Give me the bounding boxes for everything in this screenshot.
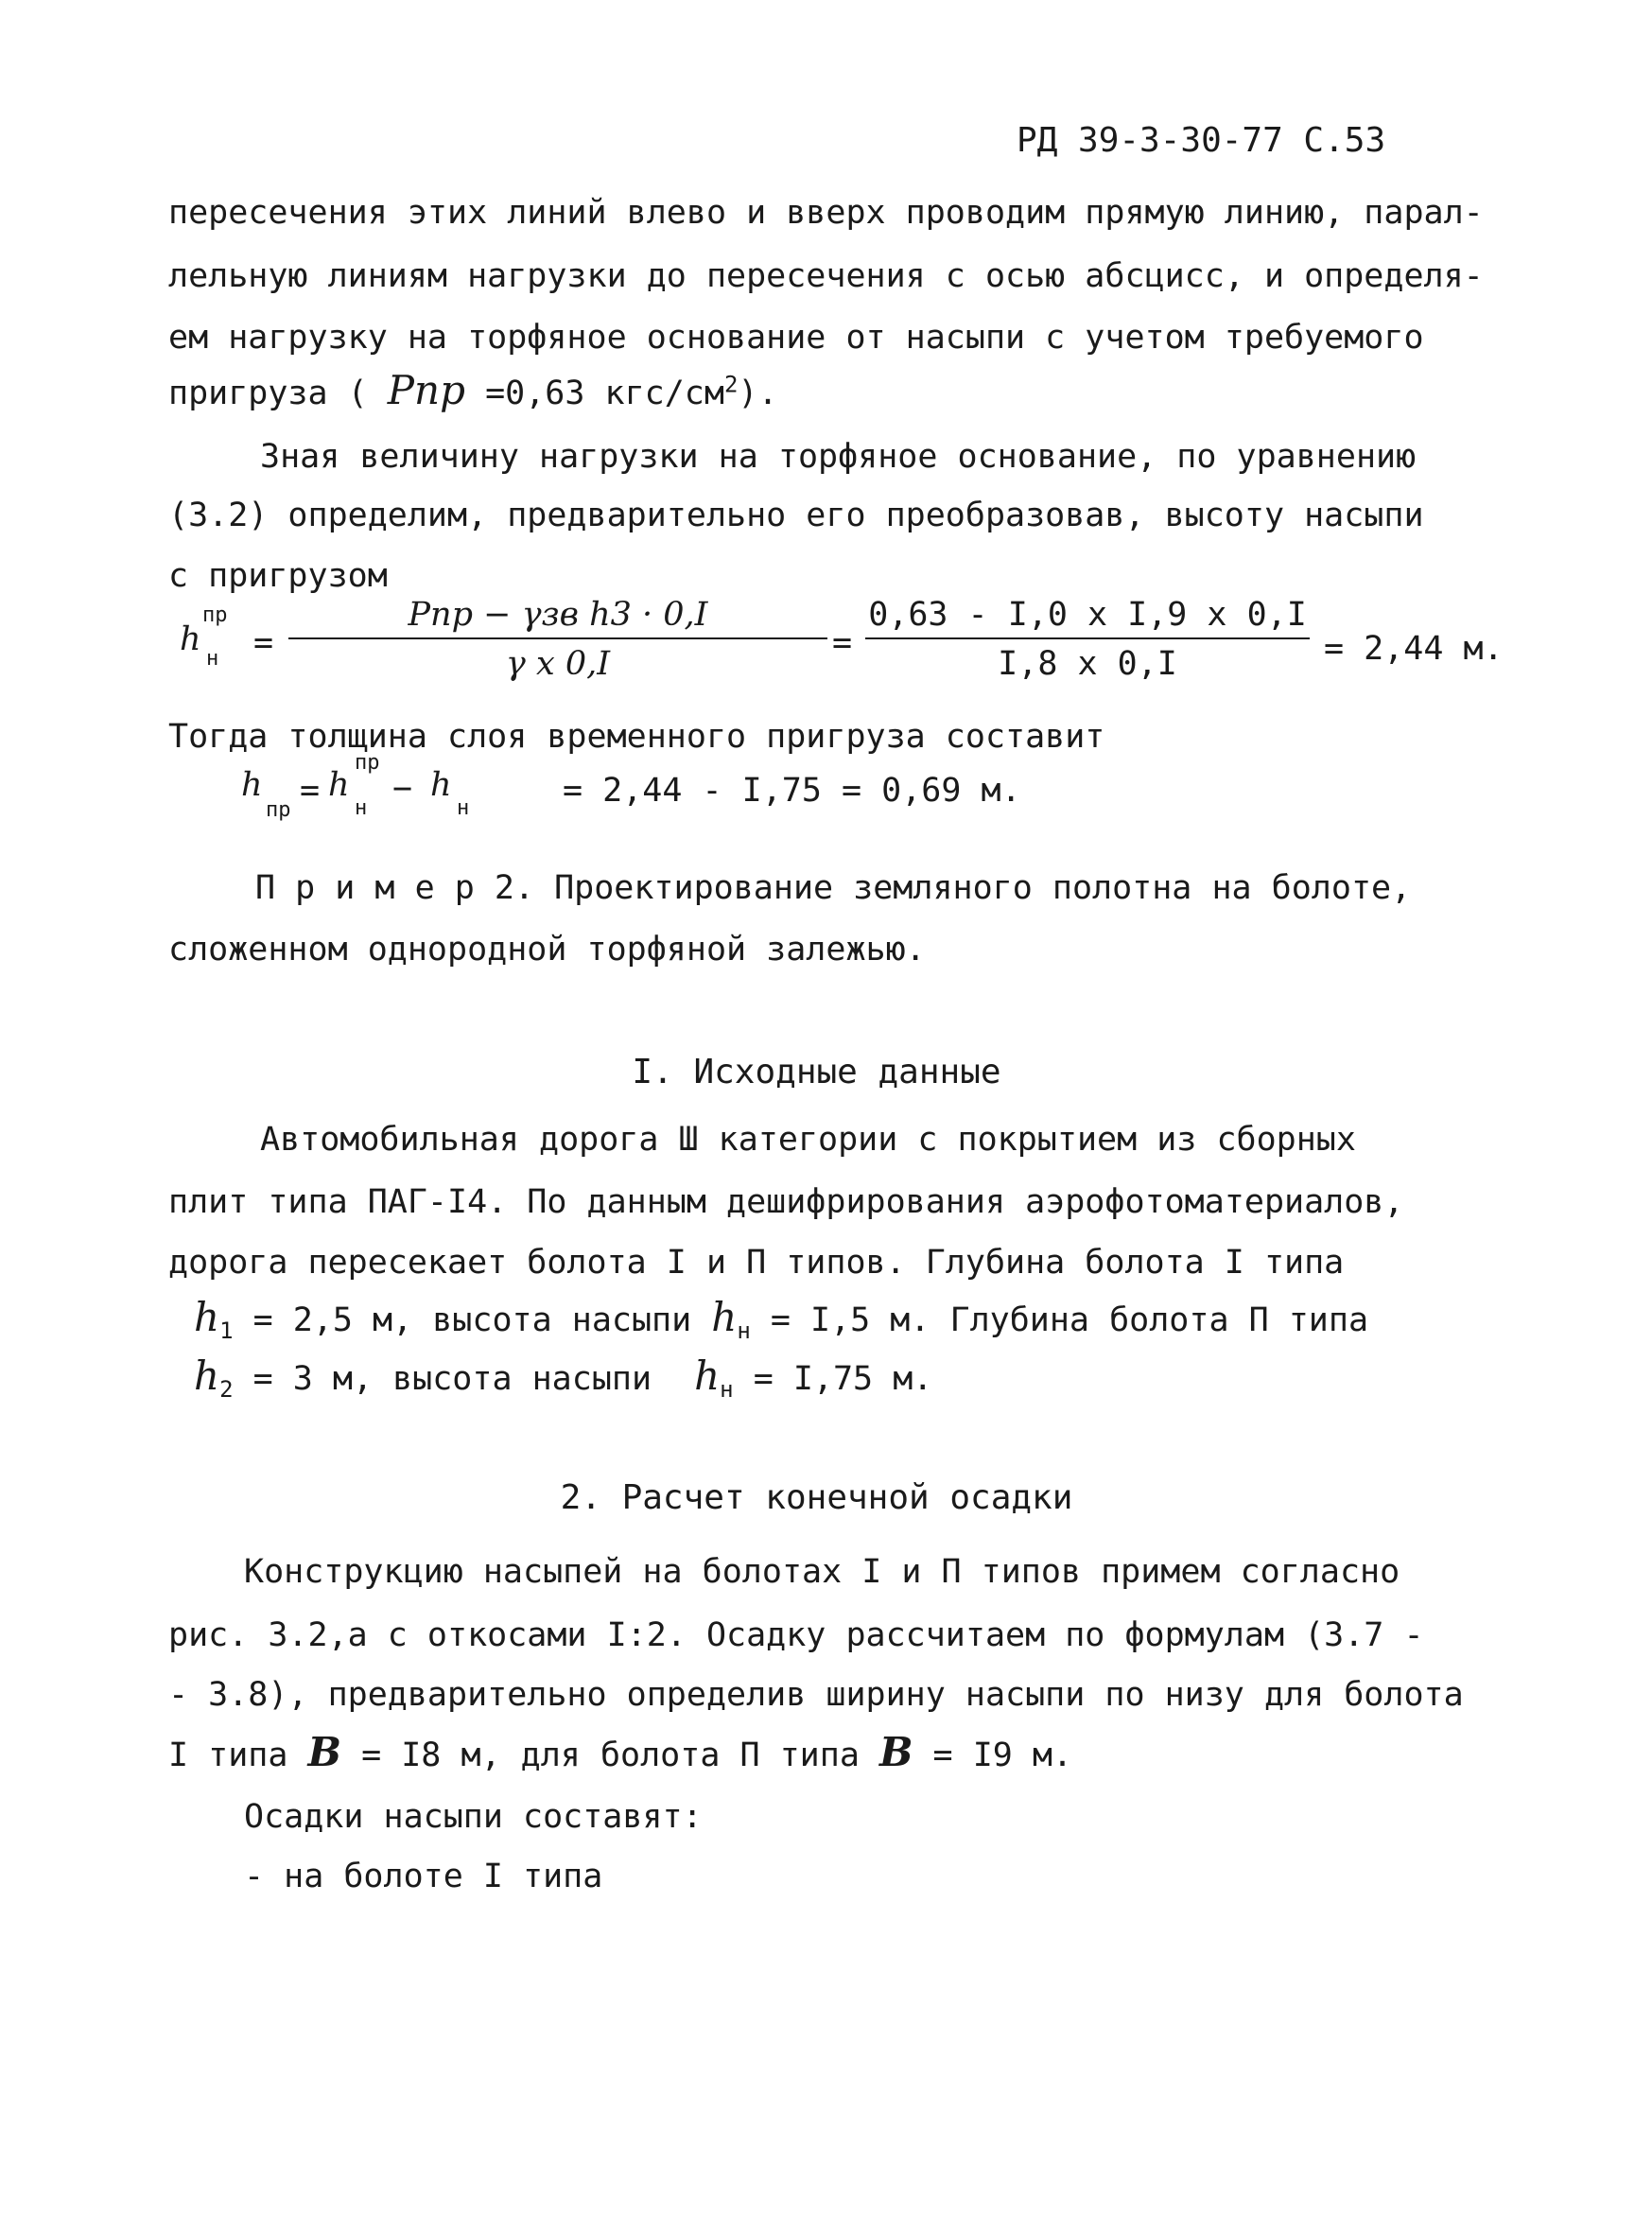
embankment-height-symbol-2-sub: н — [720, 1376, 734, 1403]
section1-line5-a: = 3 м, высота насыпи — [252, 1360, 652, 1398]
section2-line6: - на болоте I типа — [244, 1858, 603, 1895]
formula-height-with-surcharge — [180, 592, 1504, 696]
section1-title: I. Исходные данные — [632, 1053, 1001, 1091]
formula1-lhs-sub: н — [206, 647, 219, 671]
section2-line3: - 3.8), предварительно определив ширину насыпи по низу для болота — [168, 1676, 1464, 1714]
formula1-lhs-sup: пр — [202, 603, 228, 627]
page-header: РД 39-3-30-77 С.53 — [1017, 121, 1386, 160]
section1-line1: Автомобильная дорога Ш категории с покрытием из сборных — [260, 1121, 1356, 1159]
formula1-fraction-symbolic — [288, 596, 827, 683]
formula1-lhs: h — [180, 620, 201, 658]
section1-line4-b: = I,5 м. Глубина болота П типа — [770, 1301, 1369, 1339]
section2-line4-b: = I8 м, для болота П типа — [361, 1737, 860, 1774]
section1-line2: плит типа ПАГ-I4. По данным дешифрирования аэрофотоматериалов, — [168, 1183, 1404, 1221]
para2-line1: Зная величину нагрузки на торфяное основание, по уравнению — [260, 438, 1417, 476]
formula2-term1-sup: пр — [355, 751, 380, 775]
formula1-denominator-symbolic: γ x 0,I — [505, 645, 611, 683]
width-symbol-2: B — [878, 1729, 913, 1775]
para1-line1: пересечения этих линий влево и вверх проводим прямую линию, парал- — [168, 194, 1484, 232]
formula1-numerator-symbolic: Pпр − γзв h3 · 0,I — [408, 596, 708, 634]
formula1-result: = 2,44 м. — [1324, 630, 1504, 668]
formula1-eq2: = — [832, 624, 853, 662]
embankment-height-symbol-2: h — [694, 1353, 721, 1399]
section1-line4 — [194, 1294, 1369, 1344]
formula1-denominator-numeric: I,8 x 0,I — [998, 645, 1177, 683]
depth-symbol-1-sub: 1 — [219, 1318, 234, 1344]
para1-line4-mid: =0,63 кгс/см — [485, 375, 724, 412]
example-line1: П р и м е р 2. Проектирование земляного полотна на болоте, — [255, 869, 1412, 907]
formula1-fraction-numeric — [865, 596, 1310, 683]
embankment-height-symbol-sub: н — [737, 1318, 751, 1344]
pressure-symbol: Pпр — [387, 367, 465, 413]
formula-surcharge-thickness — [241, 751, 1092, 832]
section2-line4-a: I типа — [168, 1737, 288, 1774]
section2-line4-c: = I9 м. — [932, 1737, 1073, 1774]
para1-line4-post: ). — [738, 375, 778, 412]
para2-line3: с пригрузом — [168, 557, 388, 595]
formula2-lhs-sub: пр — [266, 798, 291, 822]
section1-line4-a: = 2,5 м, высота насыпи — [252, 1301, 692, 1339]
section1-line5 — [194, 1353, 933, 1403]
formula2-term1: h — [328, 766, 350, 804]
depth-symbol-2-sub: 2 — [219, 1376, 234, 1403]
para3-line1: Тогда толщина слоя временного пригруза составит — [168, 718, 1105, 756]
section2-line5: Осадки насыпи составят: — [244, 1798, 703, 1836]
section2-title: 2. Расчет конечной осадки — [560, 1478, 1073, 1517]
formula2-lhs: h — [241, 766, 263, 804]
depth-symbol-1: h — [194, 1294, 220, 1340]
width-symbol-1: B — [307, 1729, 342, 1775]
para1-line3: ем нагрузку на торфяное основание от насыпи с учетом требуемого — [168, 319, 1424, 357]
example-line2: сложенном однородной торфяной залежью. — [168, 931, 926, 969]
section2-line2: рис. 3.2,а с откосами I:2. Осадку рассчитаем по формулам (3.7 - — [168, 1616, 1424, 1654]
formula2-eq: = — [300, 772, 321, 810]
para1-line4-pre: пригруза ( — [168, 375, 368, 412]
section2-line1: Конструкцию насыпей на болотах I и П типов примем согласно — [244, 1553, 1400, 1591]
embankment-height-symbol: h — [711, 1294, 738, 1340]
formula2-result: = 2,44 - I,75 = 0,69 м. — [563, 772, 1021, 810]
section1-line3: дорога пересекает болота I и П типов. Глубина болота I типа — [168, 1244, 1345, 1282]
para1-line4-sup: 2 — [723, 371, 739, 398]
para1-line2: лельную линиям нагрузки до пересечения с осью абсцисс, и определя- — [168, 257, 1484, 295]
depth-symbol-2: h — [194, 1353, 220, 1399]
section2-line4 — [168, 1729, 1073, 1775]
para2-line2: (3.2) определим, предварительно его преобразовав, высоту насыпи — [168, 497, 1424, 534]
formula2-minus: − — [392, 770, 413, 808]
formula2-term2-sub: н — [457, 796, 470, 820]
formula2-term1-sub: н — [355, 796, 368, 820]
section1-line5-b: = I,75 м. — [753, 1360, 933, 1398]
para1-line4 — [168, 367, 778, 413]
formula1-numerator-numeric: 0,63 - I,0 x I,9 x 0,I — [868, 596, 1307, 634]
formula2-term2: h — [430, 766, 452, 804]
formula1-eq: = — [253, 624, 274, 662]
